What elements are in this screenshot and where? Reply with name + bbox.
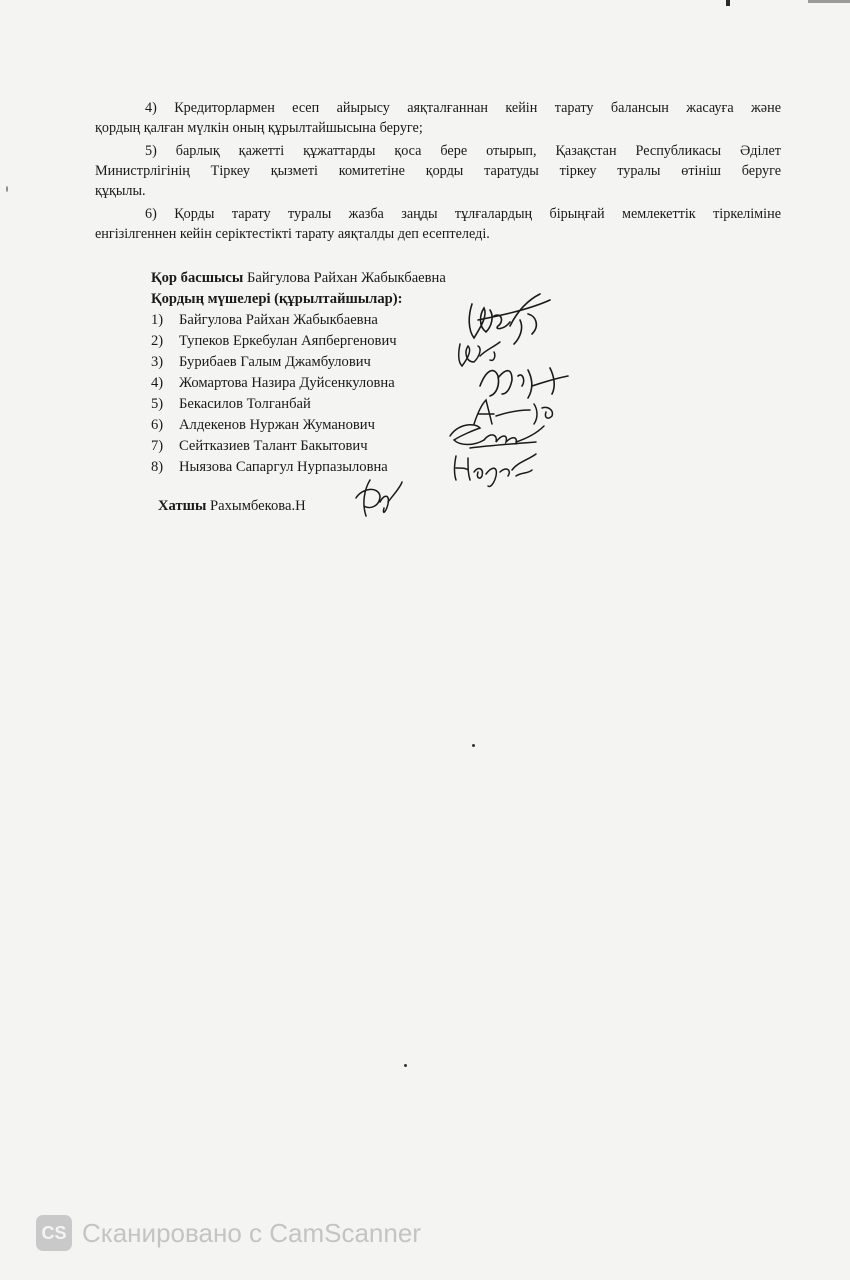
member-name: Бурибаев Галым Джамбулович	[179, 354, 371, 370]
paragraph-4-line-2: қордың қалған мүлкін оның құрылтайшысына беруге;	[95, 120, 423, 136]
secretary-label: Хатшы	[158, 498, 207, 514]
paragraph-4	[95, 98, 781, 138]
scan-edge-mark	[808, 0, 850, 3]
member-item	[151, 331, 446, 352]
chair-label: Қор басшысы	[151, 270, 244, 286]
secretary-name: Рахымбекова.Н	[210, 498, 306, 514]
scan-edge-mark	[726, 0, 730, 6]
member-name: Тупеков Еркебулан Аяпбергенович	[179, 333, 397, 349]
member-number: 5)	[151, 396, 164, 412]
member-number: 7)	[151, 438, 164, 454]
paragraph-6-line-1: 6) Қорды тарату туралы жазба заңды тұлғалардың бірыңғай мемлекеттік тіркеліміне	[145, 206, 781, 222]
member-item	[151, 457, 446, 478]
member-item	[151, 352, 446, 373]
scan-speck	[404, 1064, 407, 1067]
signature-block	[151, 268, 446, 478]
member-number: 2)	[151, 333, 164, 349]
member-number: 8)	[151, 459, 164, 475]
paragraph-6-line-2: енгізілгеннен кейін серіктестікті тарату аяқталды деп есептеледі.	[95, 226, 490, 242]
handwritten-signature	[344, 476, 404, 524]
paragraph-4-line-1: 4) Кредиторлармен есеп айырысу аяқталғаннан кейін тарату балансын жасауға және	[145, 100, 781, 116]
handwritten-signature	[446, 446, 546, 490]
paragraph-6	[95, 204, 781, 244]
member-number: 1)	[151, 312, 164, 328]
member-number: 6)	[151, 417, 164, 433]
member-number: 3)	[151, 354, 164, 370]
paragraph-5-line-3: құқылы.	[95, 183, 146, 199]
secretary-line	[158, 498, 306, 515]
member-name: Байгулова Райхан Жабыкбаевна	[179, 312, 378, 328]
member-name: Ныязова Сапаргул Нурпазыловна	[179, 459, 388, 475]
camscanner-watermark	[36, 1214, 421, 1252]
scan-speck	[472, 744, 475, 747]
member-item	[151, 394, 446, 415]
member-name: Бекасилов Толганбай	[179, 396, 311, 412]
scan-speck	[6, 186, 8, 192]
paragraph-5-line-2: Министрлігінің Тіркеу қызметі комитетіне қорды таратуды тіркеу туралы өтініш беруге	[95, 163, 781, 179]
member-item	[151, 436, 446, 457]
member-item	[151, 415, 446, 436]
members-list	[151, 310, 446, 478]
member-item	[151, 310, 446, 331]
member-number: 4)	[151, 375, 164, 391]
members-heading: Қордың мүшелері (құрылтайшылар):	[151, 291, 403, 307]
chair-line	[151, 268, 446, 289]
member-name: Алдекенов Нуржан Жуманович	[179, 417, 375, 433]
member-name: Сейтказиев Талант Бакытович	[179, 438, 368, 454]
paragraph-5-line-1: 5) барлық қажетті құжаттарды қоса бере отырып, Қазақстан Республикасы Әділет	[145, 143, 781, 159]
camscanner-logo-icon: CS	[36, 1215, 72, 1251]
member-item	[151, 373, 446, 394]
member-name: Жомартова Назира Дуйсенкуловна	[179, 375, 395, 391]
chair-name: Байгулова Райхан Жабыкбаевна	[246, 270, 446, 286]
paragraph-5	[95, 141, 781, 201]
camscanner-watermark-text: Сканировано с CamScanner	[82, 1217, 421, 1248]
